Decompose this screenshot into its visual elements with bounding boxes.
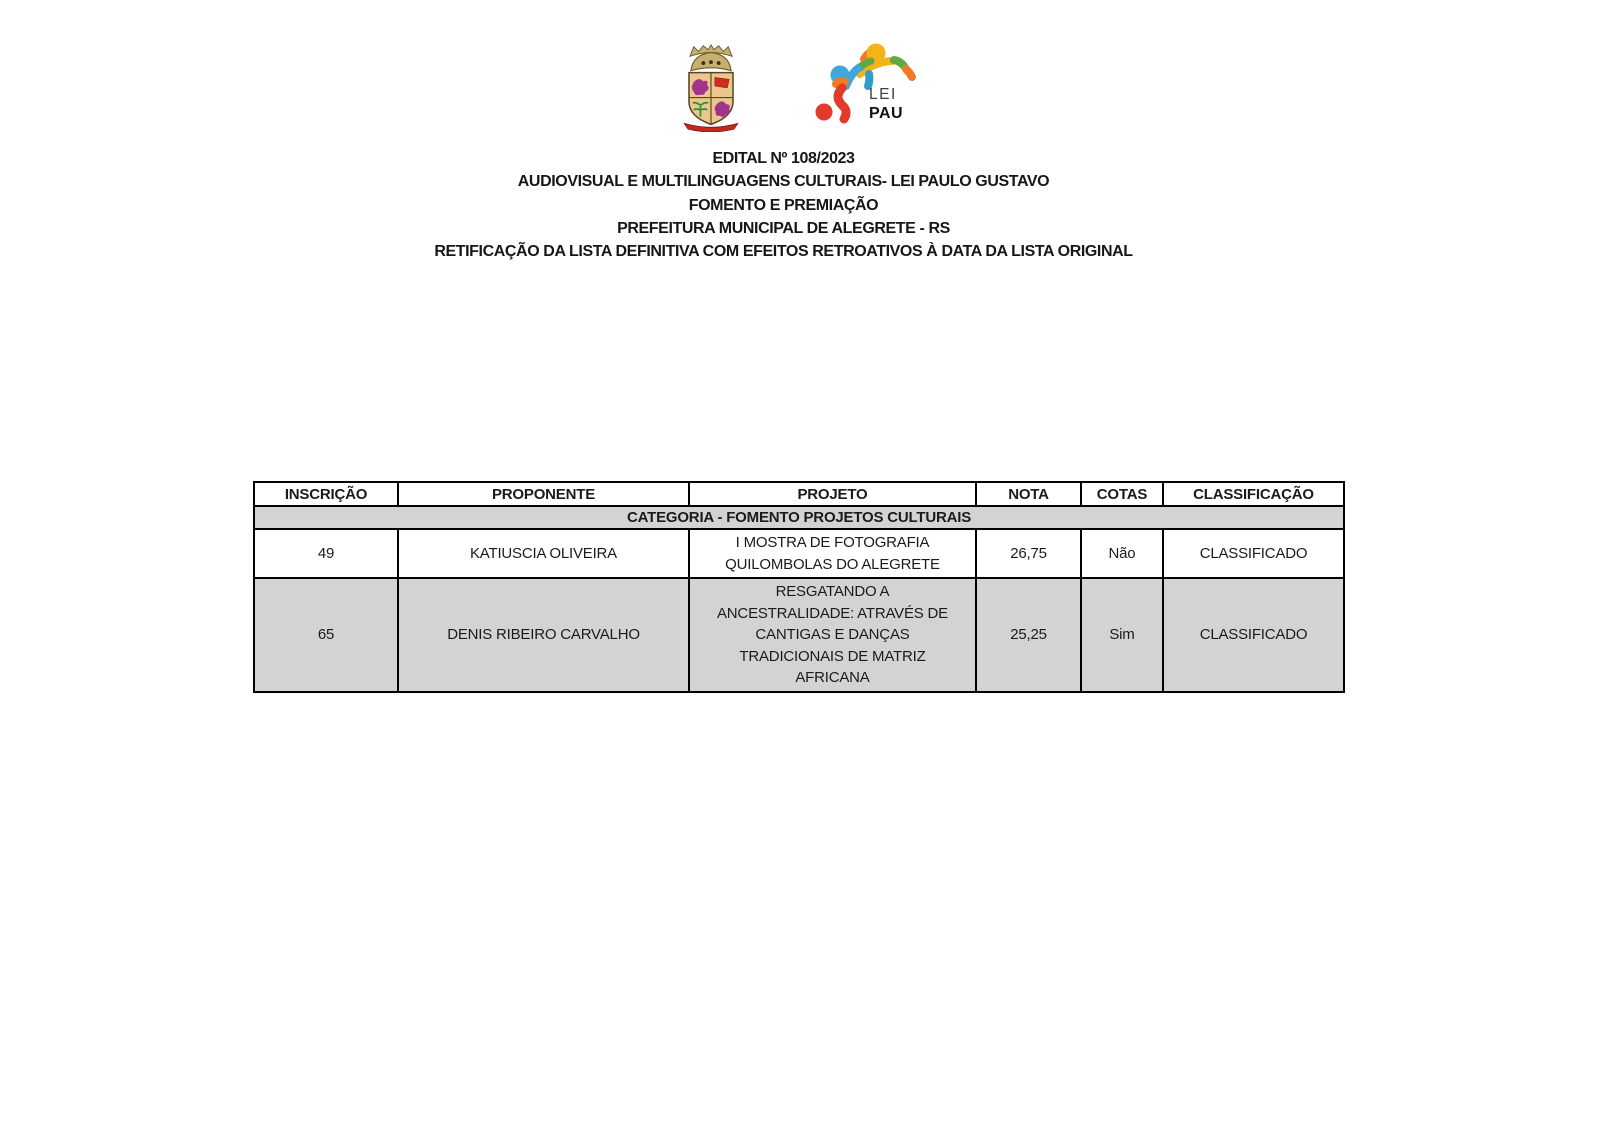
cell-inscricao: 65 xyxy=(254,578,398,692)
column-header-classificacao: CLASSIFICAÇÃO xyxy=(1163,482,1344,506)
cell-classificacao: CLASSIFICADO xyxy=(1163,529,1344,578)
lei-text: LEI xyxy=(869,86,897,103)
results-table xyxy=(253,481,1345,693)
column-header-inscricao: INSCRIÇÃO xyxy=(254,482,398,506)
shield-icon xyxy=(689,73,733,125)
cell-classificacao: CLASSIFICADO xyxy=(1163,578,1344,692)
title-line-fomento: FOMENTO E PREMIAÇÃO xyxy=(688,196,879,214)
table-header-row xyxy=(254,482,1344,506)
cell-proponente: DENIS RIBEIRO CARVALHO xyxy=(398,578,689,692)
column-header-cotas: COTAS xyxy=(1081,482,1163,506)
cell-projeto: I MOSTRA DE FOTOGRAFIA QUILOMBOLAS DO ALEGRETE xyxy=(689,529,976,578)
mural-crown-icon xyxy=(690,45,732,71)
cell-cotas: Sim xyxy=(1081,578,1163,692)
pau-text: PAU xyxy=(869,105,904,122)
lei-paulo-gustavo-logo xyxy=(812,42,917,127)
column-header-nota: NOTA xyxy=(976,482,1081,506)
category-band-label: CATEGORIA - FOMENTO PROJETOS CULTURAIS xyxy=(254,506,1344,529)
category-band-row xyxy=(254,506,1344,529)
title-line-category: AUDIOVISUAL E MULTILINGUAGENS CULTURAIS- LEI PAULO GUSTAVO xyxy=(517,173,1050,191)
table-row xyxy=(254,529,1344,578)
document-title-block xyxy=(0,147,1567,263)
cell-inscricao: 49 xyxy=(254,529,398,578)
title-line-retificacao: RETIFICAÇÃO DA LISTA DEFINITIVA COM EFEITOS RETROATIVOS À DATA DA LISTA ORIGINAL xyxy=(434,243,1133,261)
cell-nota: 26,75 xyxy=(976,529,1081,578)
column-header-proponente: PROPONENTE xyxy=(398,482,689,506)
column-header-projeto: PROJETO xyxy=(689,482,976,506)
title-line-prefeitura: PREFEITURA MUNICIPAL DE ALEGRETE - RS xyxy=(617,219,950,237)
cell-cotas: Não xyxy=(1081,529,1163,578)
cell-projeto: RESGATANDO A ANCESTRALIDADE: ATRAVÉS DE CANTIGAS E DANÇAS TRADICIONAIS DE MATRIZ AFRICANA xyxy=(689,578,976,692)
table-row xyxy=(254,578,1344,692)
title-line-edital: EDITAL Nº 108/2023 xyxy=(712,150,855,167)
alegrete-coat-of-arms-logo xyxy=(678,42,744,132)
cell-proponente: KATIUSCIA OLIVEIRA xyxy=(398,529,689,578)
cell-nota: 25,25 xyxy=(976,578,1081,692)
